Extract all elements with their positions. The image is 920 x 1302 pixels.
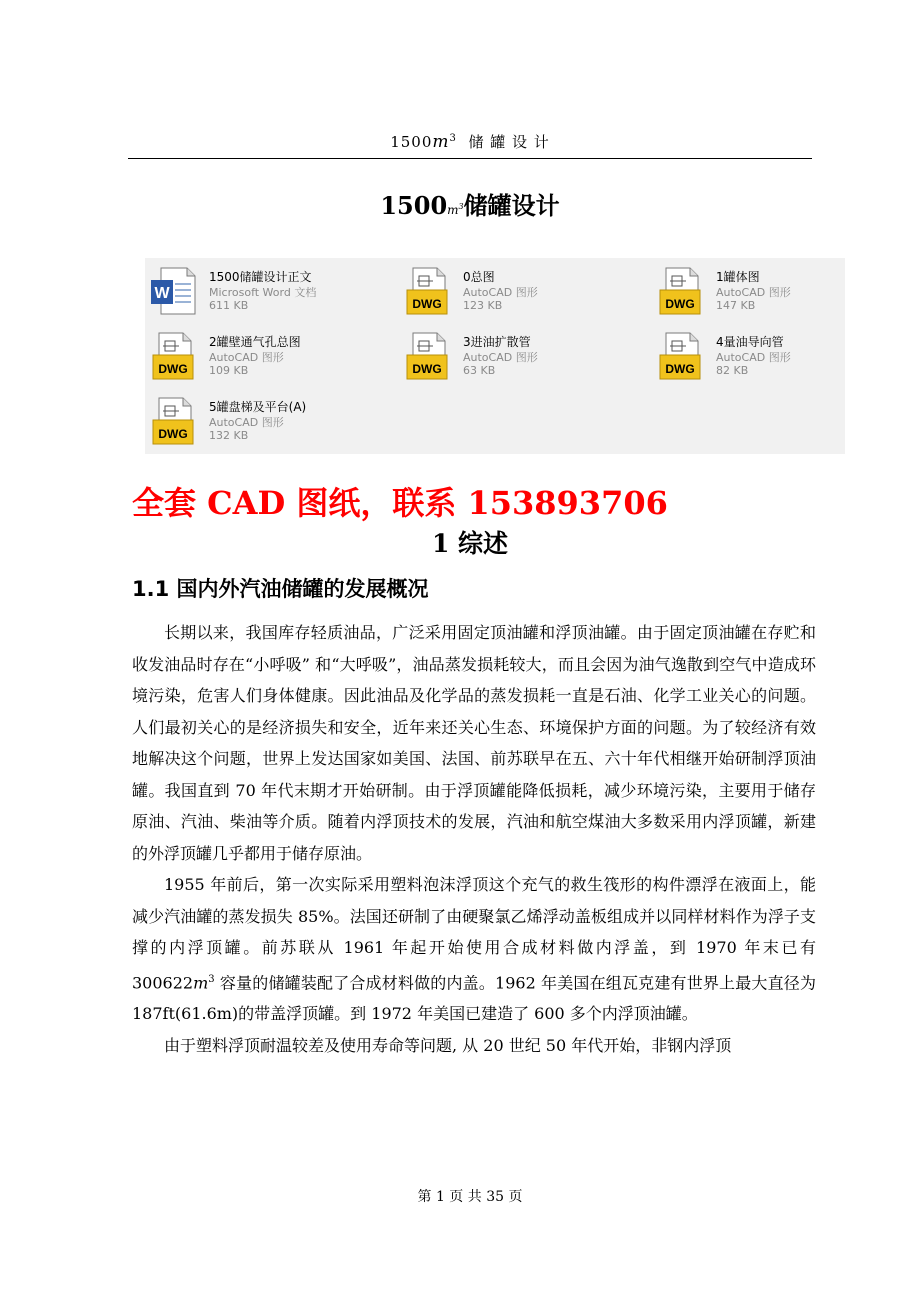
header-unit: m xyxy=(432,132,450,152)
section-heading: 1.1 国内外汽油储罐的发展概况 xyxy=(132,577,429,601)
file-item[interactable] xyxy=(147,262,387,320)
file-type: AutoCAD 图形 xyxy=(209,351,284,364)
page-footer: 第 1 页 共 35 页 xyxy=(417,1189,523,1205)
dwg-file-icon xyxy=(149,331,197,381)
file-size: 123 KB xyxy=(463,299,503,312)
file-name: 1罐体图 xyxy=(716,270,760,284)
file-type: AutoCAD 图形 xyxy=(209,416,284,429)
dwg-file-icon xyxy=(403,331,451,381)
title-unit-letter: m xyxy=(447,203,459,217)
title-unit xyxy=(447,203,463,217)
word-icon-letter: W xyxy=(154,285,170,302)
paragraph: 长期以来，我国库存轻质油品，广泛采用固定顶油罐和浮顶油罐。由于固定顶油罐在存贮和收发油品时存在“小呼吸” 和“大呼吸”，油品蒸发损耗较大，而且会因为油气逸散到空气中造成环境污染，危害人们身体健康。因此油品及化学品的蒸发损耗一直是石油、化学工业关心的问题。人们最初关心的是经济损失和安全，近年来还关心生态、环境保护方面的问题。为了较经济有效地解决这个问题，世界上发达国家如美国、法国、前苏联早在五、六十年代相继开始研制浮顶油罐。我国直到 70 年代末期才开始研制。由于浮顶罐能降低损耗，减少环境污染，主要用于储存原油、汽油、柴油等介质。随着内浮顶技术的发展，汽油和航空煤油大多数采用内浮顶罐，新建的外浮顶罐几乎都用于储存原油。 xyxy=(132,623,816,863)
file-listing-panel xyxy=(145,258,845,454)
title-unit-exp: 3 xyxy=(458,202,464,211)
file-type: AutoCAD 图形 xyxy=(463,351,538,364)
unit-exponent: 3 xyxy=(208,973,215,985)
file-item[interactable] xyxy=(147,327,387,385)
file-size: 147 KB xyxy=(716,299,756,312)
header-number: 1500 xyxy=(390,133,433,151)
dwg-file-icon xyxy=(656,266,704,316)
dwg-icon-label: DWG xyxy=(412,362,442,376)
file-size: 132 KB xyxy=(209,429,249,442)
file-name: 2罐壁通气孔总图 xyxy=(209,335,301,349)
file-type: AutoCAD 图形 xyxy=(716,351,791,364)
promo-contact-line: 全套 CAD 图纸，联系 153893706 xyxy=(132,484,668,522)
file-size: 611 KB xyxy=(209,299,249,312)
dwg-file-icon xyxy=(149,396,197,446)
header-rule xyxy=(128,158,812,159)
paragraph-text: 容量的储罐装配了合成材料做的内盖。1962 年美国在组瓦克建有世界上最大直径为 187ft(61.6m)的带盖浮顶罐。到 1972 年美国已建造了 600 多个内浮顶油罐。 xyxy=(132,972,816,1024)
file-item[interactable] xyxy=(654,262,894,320)
file-item[interactable] xyxy=(401,262,641,320)
file-name: 1500储罐设计正文 xyxy=(209,270,312,284)
paragraph-text: 1955 年前后，第一次实际采用塑料泡沫浮顶这个充气的救生筏形的构件漂浮在液面上，能减少汽油罐的蒸发损失 85%。法国还研制了由硬聚氯乙烯浮动盖板组成并以同样材料作为浮子支撑的内浮顶罐。前苏联从 1961 年起开始使用合成材料做内浮盖，到 1970 年末已有 300622 xyxy=(132,875,816,992)
file-size: 109 KB xyxy=(209,364,249,377)
word-doc-icon xyxy=(149,266,197,316)
dwg-file-icon xyxy=(403,266,451,316)
file-type: Microsoft Word 文档 xyxy=(209,286,317,299)
file-name: 3进油扩散管 xyxy=(463,335,531,349)
file-type: AutoCAD 图形 xyxy=(463,286,538,299)
file-name: 5罐盘梯及平台(A) xyxy=(209,400,307,414)
header-unit-exp: 3 xyxy=(449,133,457,144)
title-number: 1500 xyxy=(380,191,448,220)
file-item[interactable] xyxy=(654,327,894,385)
file-size: 82 KB xyxy=(716,364,749,377)
chapter-heading: 1 综述 xyxy=(431,529,509,558)
dwg-icon-label: DWG xyxy=(665,297,695,311)
file-item[interactable] xyxy=(147,392,387,450)
header-title: 储 罐 设 计 xyxy=(468,133,550,151)
body-text xyxy=(132,617,816,1061)
title-text: 储罐设计 xyxy=(463,191,560,220)
paragraph: 由于塑料浮顶耐温较差及使用寿命等问题, 从 20 世纪 50 年代开始，非钢内浮顶 xyxy=(164,1035,732,1055)
file-type: AutoCAD 图形 xyxy=(716,286,791,299)
running-header xyxy=(128,131,812,152)
dwg-file-icon xyxy=(656,331,704,381)
file-item[interactable] xyxy=(401,327,641,385)
dwg-icon-label: DWG xyxy=(158,427,188,441)
dwg-icon-label: DWG xyxy=(158,362,188,376)
file-name: 0总图 xyxy=(463,270,495,284)
document-title xyxy=(128,186,812,221)
file-name: 4量油导向管 xyxy=(716,335,784,349)
dwg-icon-label: DWG xyxy=(412,297,442,311)
paragraph xyxy=(132,869,816,1030)
dwg-icon-label: DWG xyxy=(665,362,695,376)
file-size: 63 KB xyxy=(463,364,496,377)
unit-symbol: m xyxy=(193,972,209,992)
